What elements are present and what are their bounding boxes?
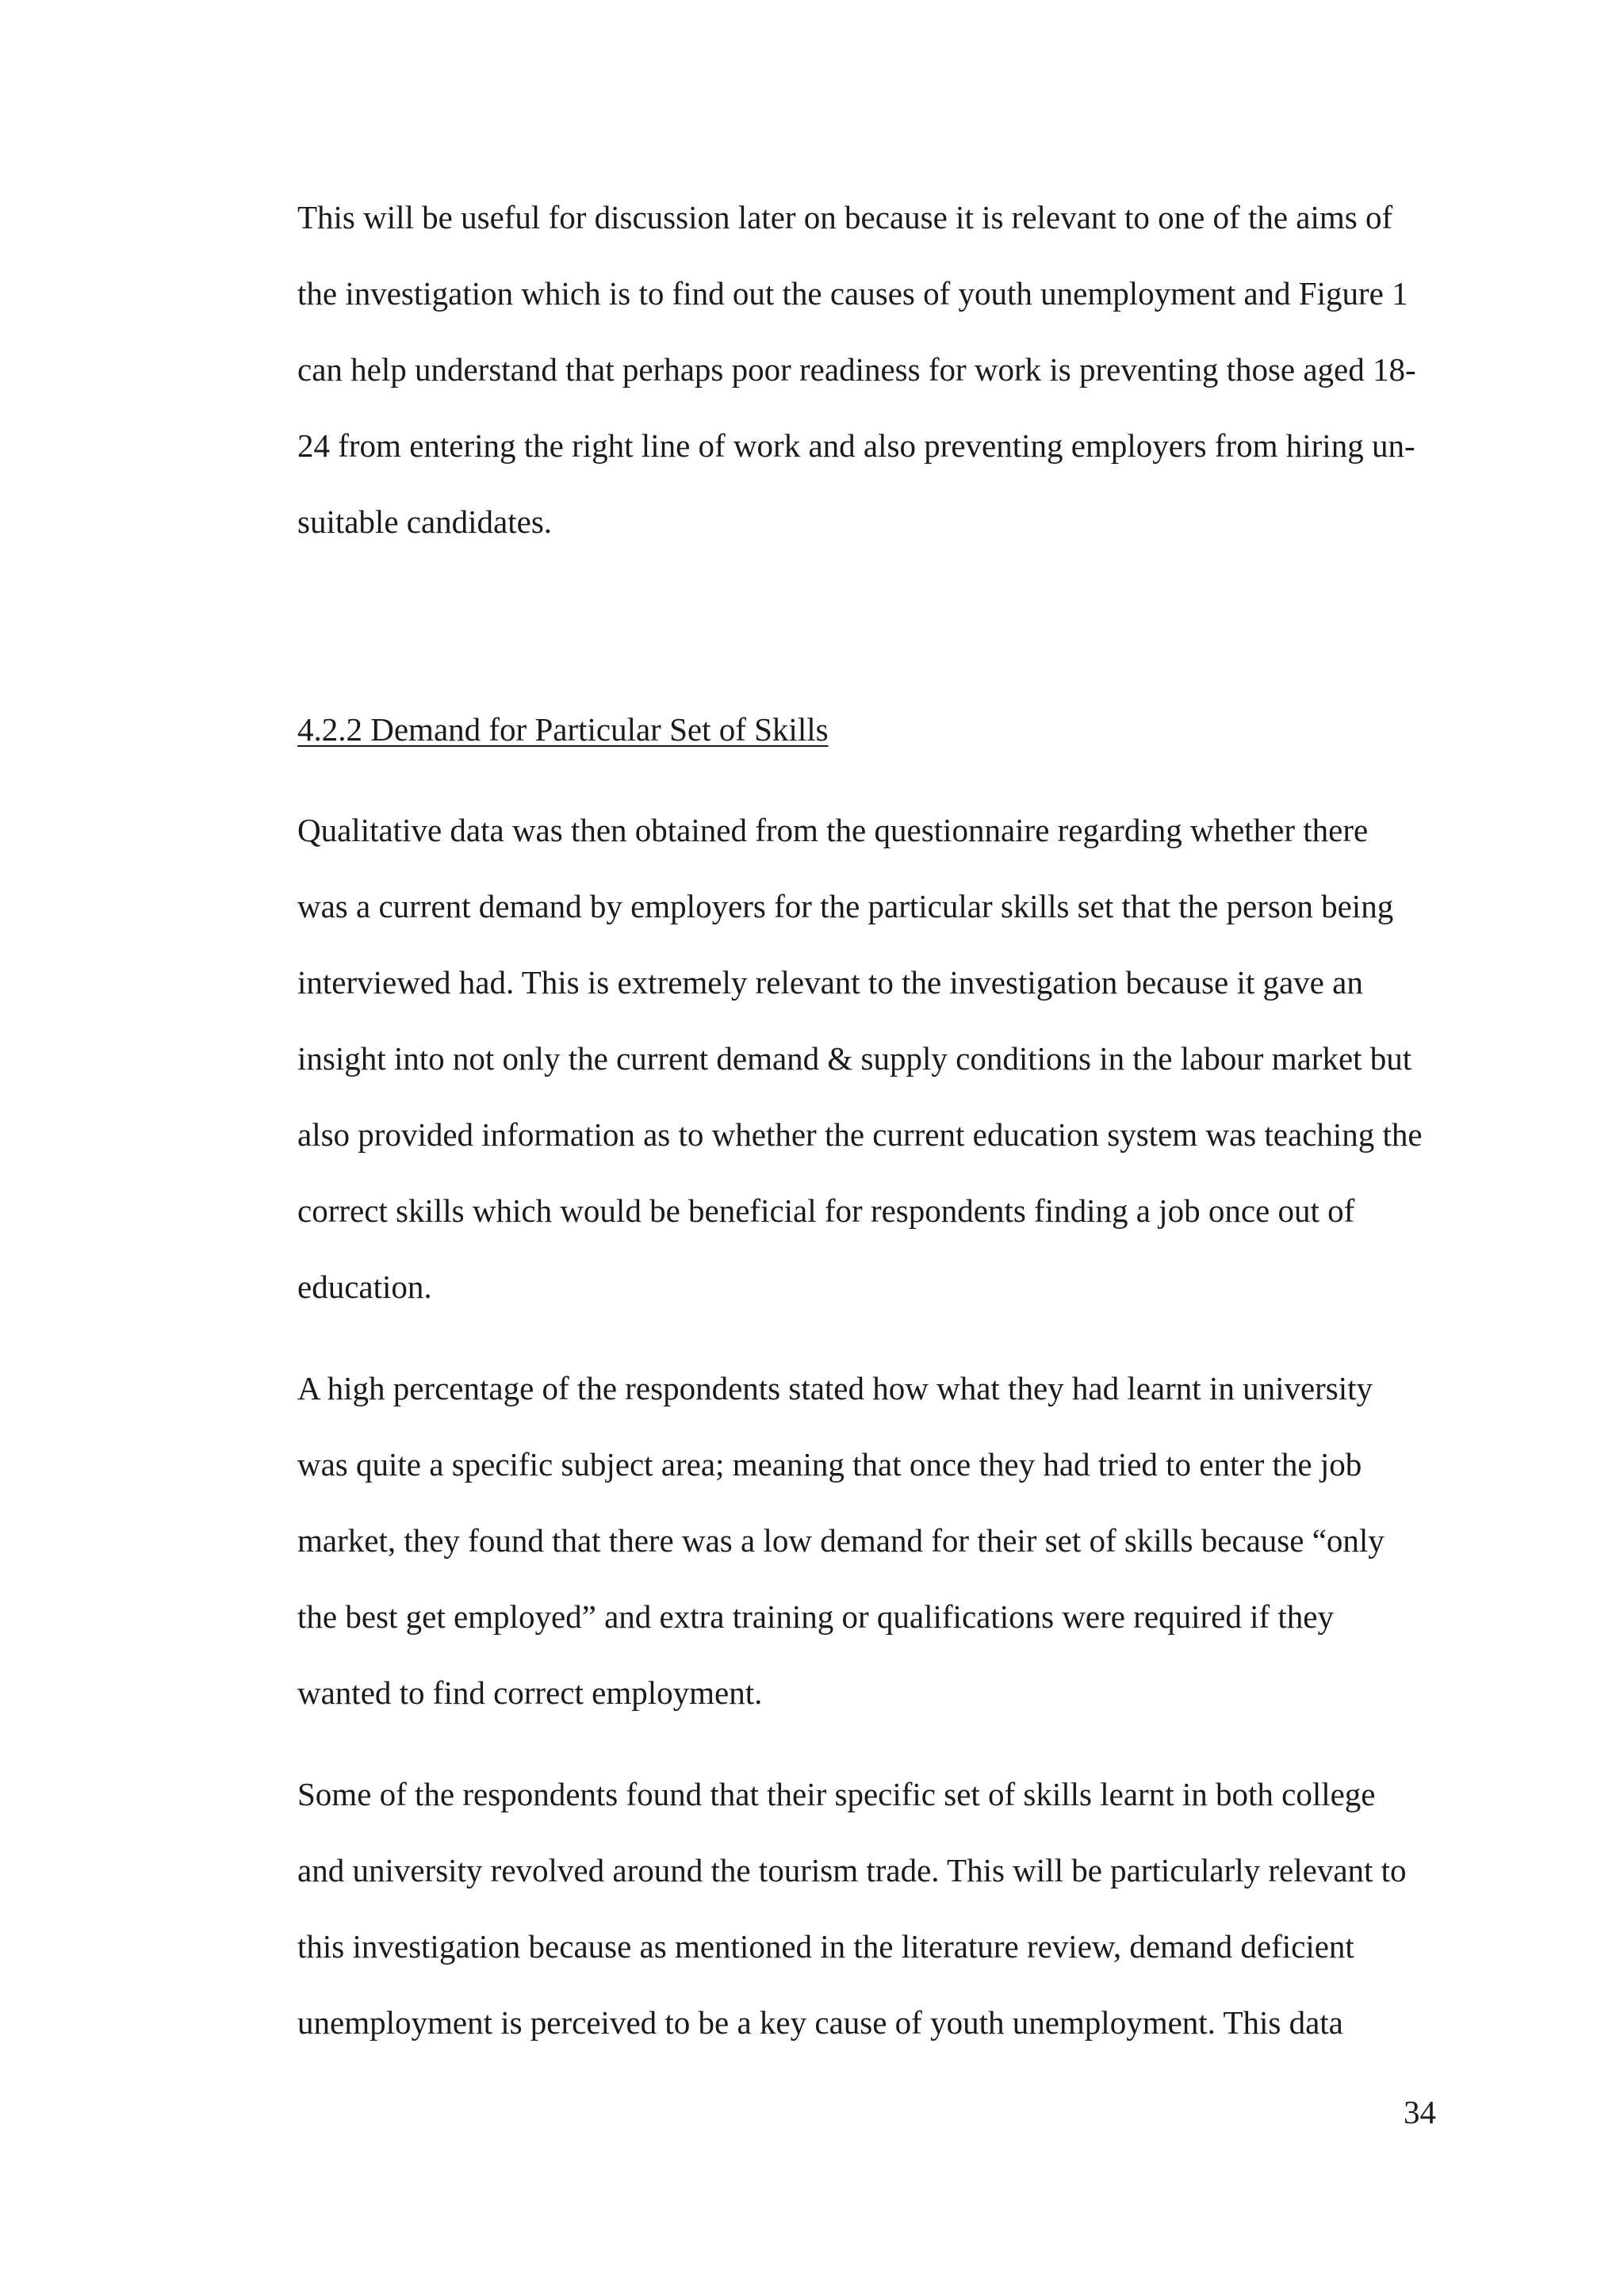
text-line: This will be useful for discussion later on because it is relevant to one of the aims of: [297, 199, 1393, 235]
text-line: was quite a specific subject area; meaning that once they had tried to enter the job: [297, 1446, 1362, 1483]
text-line: A high percentage of the respondents stated how what they had learnt in university: [297, 1370, 1373, 1406]
text-line: market, they found that there was a low demand for their set of skills because “only: [297, 1522, 1385, 1559]
text-line: insight into not only the current demand & supply conditions in the labour market but: [297, 1040, 1412, 1077]
text-line: can help understand that perhaps poor readiness for work is preventing those aged 18-: [297, 351, 1416, 388]
text-line: 24 from entering the right line of work and also preventing employers from hiring un-: [297, 427, 1415, 464]
text-line: Qualitative data was then obtained from the questionnaire regarding whether there: [297, 812, 1369, 848]
text-line: and university revolved around the tourism trade. This will be particularly relevant to: [297, 1852, 1407, 1888]
page-number: 34: [1404, 2094, 1436, 2130]
text-line: correct skills which would be beneficial for respondents finding a job once out of: [297, 1192, 1355, 1229]
text-line: was a current demand by employers for the particular skills set that the person being: [297, 888, 1394, 924]
section-heading: 4.2.2 Demand for Particular Set of Skills: [297, 711, 829, 748]
text-line: this investigation because as mentioned in the literature review, demand deficient: [297, 1928, 1354, 1965]
text-line: also provided information as to whether the current education system was teaching the: [297, 1116, 1423, 1153]
text-line: the investigation which is to find out the causes of youth unemployment and Figure 1: [297, 275, 1408, 312]
text-line: interviewed had. This is extremely relevant to the investigation because it gave an: [297, 964, 1363, 1001]
text-line: the best get employed” and extra training or qualifications were required if they: [297, 1598, 1334, 1635]
text-line: education.: [297, 1269, 432, 1305]
text-line: wanted to find correct employment.: [297, 1674, 763, 1711]
text-line: Some of the respondents found that their specific set of skills learnt in both college: [297, 1776, 1376, 1812]
text-line: suitable candidates.: [297, 503, 553, 540]
text-line: unemployment is perceived to be a key cause of youth unemployment. This data: [297, 2004, 1343, 2041]
